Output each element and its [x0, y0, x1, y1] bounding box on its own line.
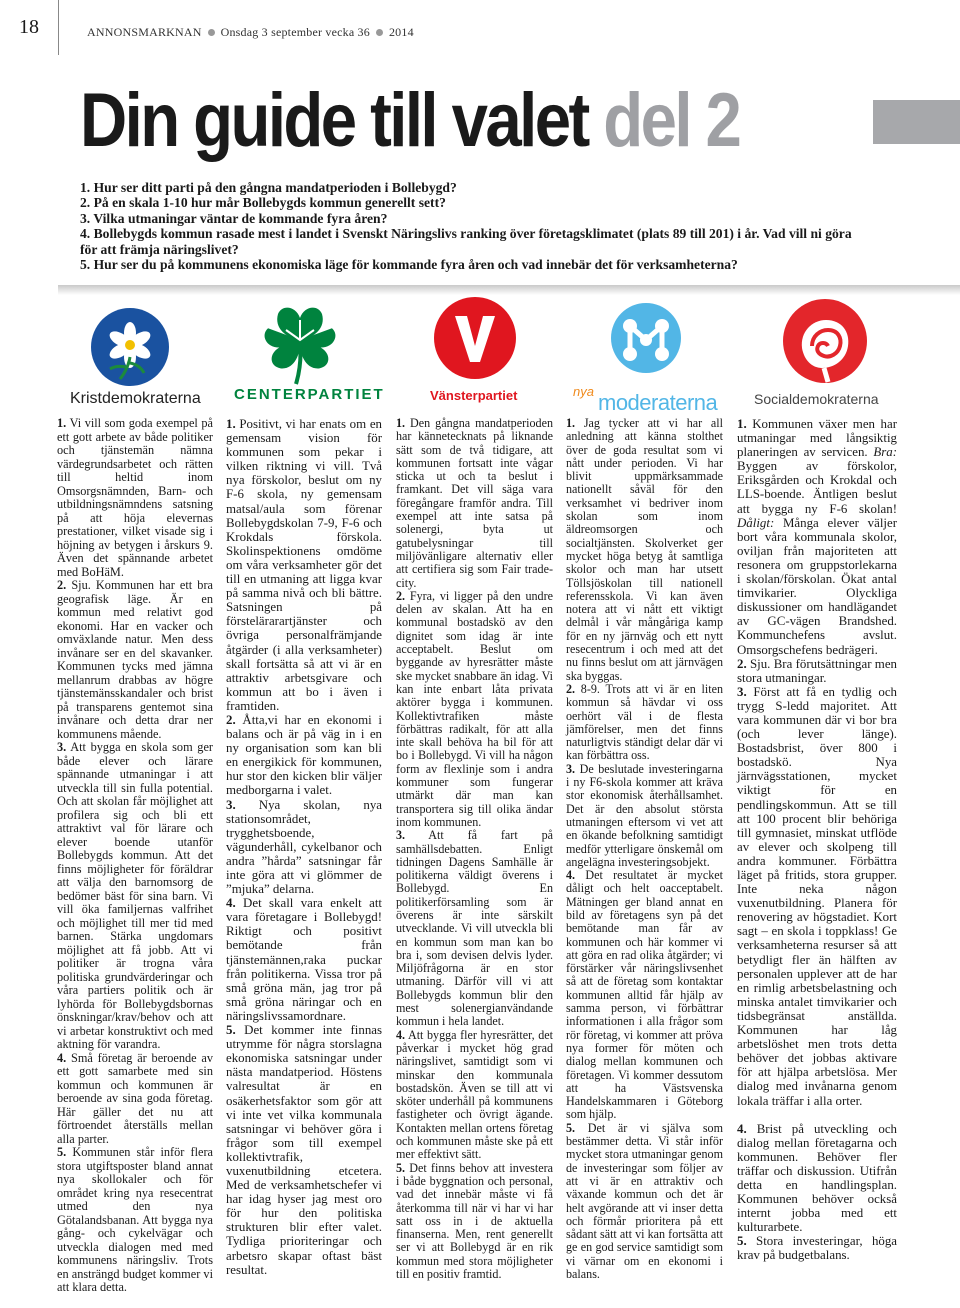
answer-c-4: 4. Det skall vara enkelt att vara företagare i Bollebygd! Riktigt och positivt bemötande från tjänstemännen,raka puckar från politikerna. Vissa tror på små gröna män, jag tror på små gröna näringar och en näringslivssamordnare.: [226, 896, 382, 1023]
answer-kd-3: 3. Att bygga en skola som ger både elever och lärare spännande utmaningar i att utveckla till sin fulla potential. Och att skolan får möjlighet att profilera sig och bli ett attraktivt val för lärare och elever boende utanför Bollebygds kommun. Att det finns möjligheter för föräldrar att välja den barnomsorg de bedömer bäst för sina barn. Vi vill öka familjernas valfrihet och möjlighet till mer tid med barnen. Stärka ungdomars möjlighet att få jobb. Att vi politiker är trogna våra politiska grundvärderingar och våra partiers politik och är lyhörda för Bollebygdsbornas önskningar/krav/behov och att vi arbetar konstruktivt och med aktning för varandra.: [57, 740, 213, 1051]
party-name-kd: Kristdemokraterna: [70, 390, 201, 407]
page-number: 18: [19, 16, 39, 38]
answer-c-2: 2. Åtta,vi har en ekonomi i balans och är på väg in i en ny organisation som kan bli en energikick för kommunen, hur stor den kicken blir väljer medborgarna i valet.: [226, 712, 382, 798]
anemone-flower-icon: [90, 307, 170, 387]
bullet-icon: [208, 29, 215, 36]
party-name-c: CENTERPARTIET: [234, 386, 385, 403]
question-2: 2. På en skala 1-10 hur mår Bollebygds kommun generellt sett?: [80, 195, 446, 211]
masthead: [87, 25, 414, 40]
answer-s-2: 2. Sju. Bra förutsättningar men stora utmaningar.: [737, 656, 897, 685]
answer-s-4: 4. Brist på utveckling och dialog mellan företagarna och kommunen. Behöver fler träffar och diskussion. Utifrån detta en handlingsplan. Kommunen behöver också internt jobba med ett kulturarbete.: [737, 1121, 897, 1235]
answer-c-3: 3. Nya skolan, nya stationsområdet, trygghetsboende, vägunderhåll, cykelbanor och andra ”hårda” satsningar får inte göra att vi glömmer de ”mjuka” delarna.: [226, 797, 382, 897]
party-name-v: Vänsterpartiet: [430, 388, 518, 403]
answer-m-2: 2. 8-9. Trots att vi är en liten kommun så hävdar vi oss oerhört väl i de flesta jämförelser, men det finns naturligtvis ständigt delar där vi kan förbättra oss.: [566, 681, 723, 763]
answer-v-5: 5. Det finns behov att investera i både byggnation och personal, vad det innebär måste vi få återkomma till när vi har vi har satt oss in i de aktuella finanserna. Men, rent generellt ser vi att Bollebygd är en rik kommun med stora möjligheter till en positiv framtid.: [396, 1160, 553, 1281]
decorative-grey-tab: [873, 100, 960, 144]
answer-v-2: 2. Fyra, vi ligger på den undre delen av skalan. Att ha en kommunal bostadskö av den dignitet som idag är inte acceptabelt. Beslut om byggande av hyresrätter måste ske mycket snabbare än idag. Vi kan inte enbart låta privata aktörer bygga i kommunen. Kollektivtrafiken måste förbättras radikalt, för att alla inte skall behöva ha bil för att bo i Bollebygd. Vi vill ha någon form av flexlinje som i andra kommuner som fungerar utmärkt där man kan transportera sig till olika ändar inom kommunen.: [396, 588, 553, 829]
answers-s: [737, 417, 897, 1263]
party-name-s: Socialdemokraterna: [754, 391, 879, 407]
answers-v: [396, 417, 553, 1281]
answer-s-5: 5. Stora investeringar, höga krav på budgetbalans.: [737, 1234, 897, 1263]
bullet-icon: [376, 29, 383, 36]
question-4: 4. Bollebygds kommun rasade mest i landet i Svenskt Näringslivs ranking över företagsklimatet (plats 89 till 201) i år. Vad vill ni göra för att främja näringslivet?: [80, 226, 852, 257]
four-leaf-clover-icon: [256, 300, 344, 386]
answer-kd-5: 5. Kommunen står inför flera stora utgiftsposter bland annat nya skollokaler och för området kring nya resecentrat utmed den nya Götalandsbanan. Att bygga nya gång- och cykelvägar och utveckla dialogen med med kommunens näringsliv. Trots en ansträngd budget kommer vi att klara detta.: [57, 1145, 213, 1294]
answer-c-5: 5. Det kommer inte finnas utrymme för några storslagna ekonomiska satsningar under nästa mandatperiod. Höstens valresultat är en osäkerhetsfaktor som gör att vi inte vet vilka kommunala satsningar vi behöver göra i frågor som till exempel kollektivtrafik, vuxenutbildning etcetera. Med de verksamhetschefer vi har idag hyser jag mest oro för hur den politiska strukturen blir efter valet. Tydliga prioriteringar och arbetsro skapar oftast bäst resultat.: [226, 1023, 382, 1277]
question-5: 5. Hur ser du på kommunens ekonomiska läge för kommande fyra åren och vad innebär det för verksamheterna?: [80, 257, 738, 273]
answers-m: [566, 417, 723, 1281]
fist-rose-icon: [782, 298, 868, 384]
answer-v-4: 4. Att bygga fler hyresrätter, det påverkar i mycket hög grad näringslivet, samtidigt som vi minskar den kommunala bostadskön. Även se till att vi sköter underhåll på kommunens fastigheter och övrigt ägande. Kontakten mellan ortens företag och kommunen måste ske på ett mer effektivt sätt.: [396, 1027, 553, 1162]
answer-kd-1: 1. Vi vill som goda exempel på ett gott arbete av både politiker och tjänstemän nämna värdegrundsarbetet och rätten till heltid inom Omsorgsnämnden, Barn- och utbildningsnämndens satsning på att höja elevernas prestationer, vilket visade sig i höjning av betygen i årskurs 9. Även det spännande arbetet med BoHäM.: [57, 416, 213, 579]
answer-kd-2: 2. Sju. Kommunen har ett bra geografisk läge. Är en kommun med relativt god ekonomi. Har en vacker och omväxlande natur. Men dess invånare ser en del skavanker. Kommunen tycks med jämna mellanrum drabbas av högre tjänstemänsskandaler och brist på transparens gentemot sina invånare och detta drar ner kommunens mående.: [57, 578, 213, 741]
issue-year: 2014: [388, 25, 414, 39]
question-list: [80, 180, 870, 272]
question-3: 3. Vilka utmaningar väntar de kommande fyra åren?: [80, 210, 388, 226]
answer-v-1: 1. Den gångna mandatperioden har kännetecknats på liknande sätt som de två tidigare, att kommunen fortsatt inte vågar sticka ut och ta beslut i framkant. Det vill säga vara föregångare framför andra. Till exempel att inte satsa på solenergi, byta ut gatubelysningar till miljövänligare alternativ eller att certifiera sig som Fair trade-city.: [396, 416, 553, 590]
party-name-m: moderaterna: [598, 390, 718, 415]
party-prefix-m: nya: [573, 384, 594, 399]
page-title: [80, 78, 739, 164]
answer-v-3: 3. Att få fart på samhällsdebatten. Enligt tidningen Dagens Samhälle är politikerna väldigt överens i Bollebygd. En politikerförsamling som är överens är inte särskilt utvecklande. Vi vill utveckla bli en kommun som man kan bo bra i, som devisen delvis lyder. Miljöfrågorna är en stor utmaning. Därför vill vi att Bollebygds kommun blir den mest solenergianvändande kommun i hela landet.: [396, 828, 553, 1029]
issue-date: Onsdag 3 september vecka 36: [220, 25, 370, 39]
question-box-shadow: [58, 285, 960, 295]
title-main: Din guide till valet: [80, 78, 588, 163]
answer-m-3: 3. De beslutade investeringarna i ny F6-skola kommer att kräva stor ekonomisk återhållsamhet. Det är den absolut största utmaningen eftersom vi vet att en ökande befolkning samtidigt medför ytterligare önskemål om angelägna investeringsobjekt.: [566, 761, 723, 869]
title-accent: del 2: [603, 78, 740, 163]
answer-s-1: 1. Kommunen växer men har utmaningar med långsiktig planeringen av servicen. Bra: Byggen av förskolor, Eriksgården och Krokdal och LLS-boende. Äntligen beslut att bygga ny F-6 skolan! Dåligt: Många elever väljer bort våra kommunala skolor, oviljan från majoriteten att resonera om gruppstorlekarna i skolan/förskolan. Ökat antal timvikarier. Olyckliga diskussioner om handlägandet av GC-vägen Brandshed. Kommunchefens avslut. Omsorgschefens bedrägeri.: [737, 417, 897, 657]
answer-c-1: 1. Positivt, vi har enats om en gemensam vision för kommunen som pekar i vilken riktning vi vill. Två nya förskolor, beslut om ny F-6 skola, ny gemensam matsal/aula som förenar Bollebygdskolan 7-9, F-6 och Krokdals förskola. Skolinspektionens omdöme om våra verksamheter gör det till en utmaning att ligga kvar på samma nivå och bli bättre. Satsningen på förstelärarartjänster och övriga personalfrämjande åtgärder (i alla verksamheter) skall fortsätta så att vi är en attraktiv arbetsgivare och kommun att bo i även i framtiden.: [226, 417, 382, 713]
answer-kd-4: 4. Små företag är beroende av ett gott samarbete med sin kommun och kommunen är beroende av sina goda företag. Här gäller det nu att förtroendet återställs mellan alla parter.: [57, 1050, 213, 1146]
answers-c: [226, 417, 382, 1277]
red-circle-v-icon: [433, 296, 517, 380]
answer-s-3: 3. Först att få en tydlig och trygg S-ledd majoritet. Att vara kommunen där vi bor bra (och lever länge). Bostadsbrist, över 800 i bostadskö. Nya järnvägsstationen, mycket viktigt för en pendlingskommun. Att se till att 100 procent blir behöriga till gymnasiet, minskat utflöde av elever och skolpeng till andra kommuner. Förbättra läget på fritids, stora grupper. Inte neka någon vuxenutbildning. Planera för renovering av högstadiet. Kort sagt – en skola i toppklass! Ge verksamheterna resurser så att betydligt fler än hälften av personalen upplever att de har en rimlig arbetsbelastning och minska antalet timvikarier och tidsbegränsat anställda. Kommunen har låg arbetslöshet men trots detta behöver det jobbas aktivare för att hjälpa arbetslösa. Mer dialog med invånarna genom lokala träffar i alla orter.: [737, 684, 897, 1108]
answers-kd: [57, 417, 213, 1295]
masthead-divider: [58, 0, 59, 55]
section-name: ANNONSMARKNAN: [87, 25, 202, 39]
question-1: 1. Hur ser ditt parti på den gångna mandatperioden i Bollebygd?: [80, 180, 457, 195]
m-molecule-icon: [610, 302, 682, 374]
answer-m-1: 1. Jag tycker att vi har all anledning att känna stolthet över de goda resultat som vi nått under perioden. Vi har blivit uppmärksammade nationellt såväl för den verksamhet vi bedriver inom skolan som inom äldreomsorgen och socialtjänsten. Skolverket ger mycket höga betyg åt samtliga skolor och man har utsett Töllsjöskolan till nationell referensskola. Vi kan även notera att vi nått ett viktigt delmål i vår mångåriga kamp för en ny järnväg och ett nytt resecentrum i och med att det nu finns beslut om att järnvägen ska byggas.: [566, 416, 723, 683]
answer-m-5: 5. Det är vi själva som bestämmer detta. Vi står inför mycket stora utmaningar genom de investeringar som följer av att vi är en attraktiv och växande kommun och det är helt avgörande att vi inser detta och förmår prioritera på ett sådant sätt att vi kan fortsätta att ge en god service samtidigt som vi värnar om en ekonomi i balans.: [566, 1120, 723, 1281]
answer-m-4: 4. Det resultatet är mycket dåligt och helt oacceptabelt. Mätningen ger bland annat en bild av företagens syn på det bemötande man får av kommunen och här kommer vi att göra en rad olika åtgärder; vi förstärker vår näringslivsenhet så att de företag som kontaktar kommunen alltid får hjälp av samma person, vi förbättrar informationen i alla frågor som rör företag, vi kommer att pröva nya former för möten och dialog mellan kommunen och företagen. Vi kommer dessutom att ha Västsvenska Handelskammaren i Göteborg som hjälp.: [566, 868, 723, 1122]
